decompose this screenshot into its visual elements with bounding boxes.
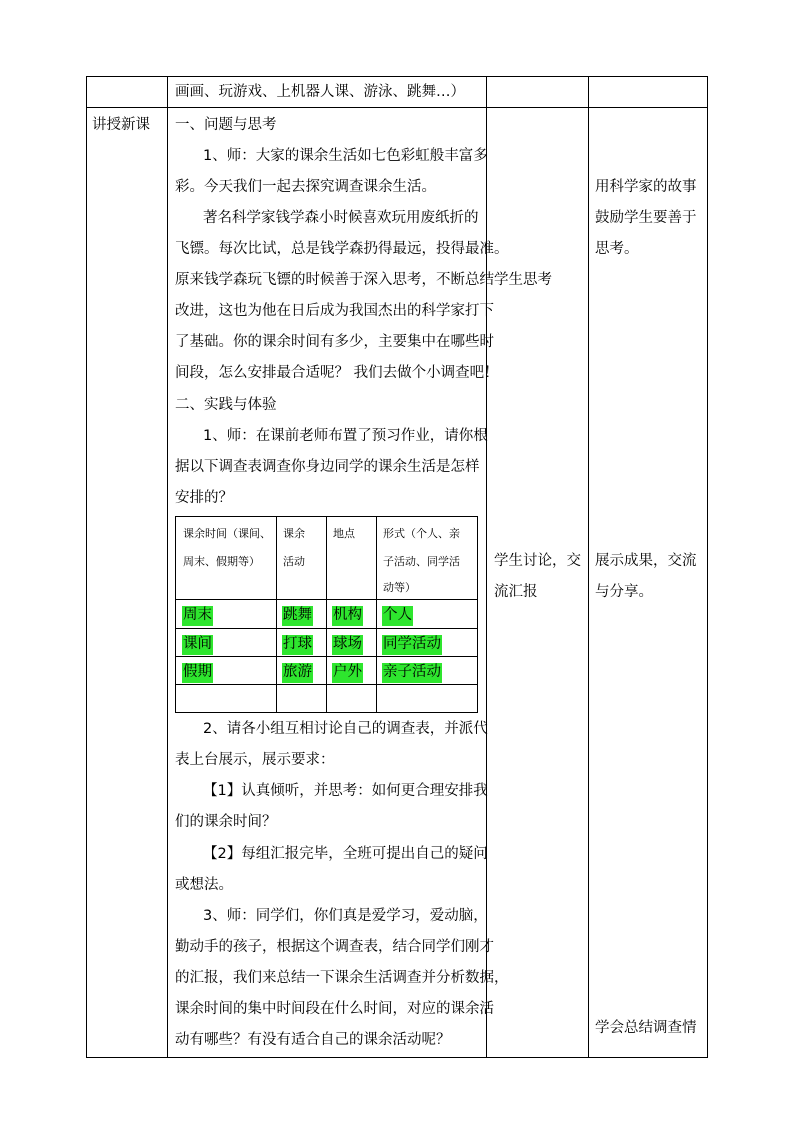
paragraph-line: 改进，这也为他在日后成为我国杰出的科学家打下 [175,303,494,319]
survey-header-time: 课余时间（课间、 [183,527,271,540]
survey-header-activity: 活动 [283,555,305,568]
paragraph-line: 原来钱学森玩飞镖的时候善于深入思考，不断总结 [175,272,494,288]
paragraph-line: 2、请各小组互相讨论自己的调查表，并派代 [203,721,488,737]
survey-cell-place: 球场 [333,636,362,652]
paragraph-line: 们的课余时间？ [175,814,277,830]
survey-col-divider [326,516,327,713]
survey-cell-activity: 跳舞 [283,607,312,623]
survey-header-form: 形式（个人、亲 [383,527,460,540]
paragraph-line: 【2】每组汇报完毕，全班可提出自己的疑问 [203,846,488,862]
survey-cell-activity: 旅游 [283,664,312,680]
paragraph-line: 飞镖。每次比试，总是钱学森扔得最远，投得最准。 [175,241,509,257]
paragraph-line: 了基础。你的课余时间有多少，主要集中在哪些时 [175,334,494,350]
survey-header-form: 子活动、同学活 [383,555,460,568]
survey-cell-activity: 打球 [283,636,312,652]
table-col-divider-1 [167,76,168,1058]
table-border-right [707,76,708,1058]
survey-border-left [175,516,176,713]
design-intent-share: 与分享。 [595,584,653,600]
paragraph-line: 课余时间的集中时间段在什么时间，对应的课余活 [175,1001,494,1017]
paragraph-line: 间段，怎么安排最合适呢？ 我们去做个小调查吧！ [175,365,499,381]
survey-cell-time: 假期 [183,664,212,680]
survey-border-right [477,516,478,713]
survey-cell-time: 课间 [183,636,212,652]
paragraph-line: 勤动手的孩子，根据这个调查表，结合同学们刚才 [175,939,494,955]
section-label: 讲授新课 [92,117,150,133]
table-col-divider-3 [588,76,589,1058]
table-border-left [86,76,87,1058]
paragraph-line: 彩。今天我们一起去探究调查课余生活。 [175,179,436,195]
survey-cell-form: 同学活动 [383,636,441,652]
survey-cell-form: 亲子活动 [383,664,441,680]
design-intent-story: 用科学家的故事 [595,179,697,195]
heading-problem-thinking: 一、问题与思考 [175,117,277,133]
heading-practice: 二、实践与体验 [175,397,277,413]
survey-header-place: 地点 [333,527,355,540]
survey-header-time: 周末、假期等） [183,555,260,568]
survey-col-divider [376,516,377,713]
design-intent-share: 展示成果，交流 [595,553,697,569]
paragraph-line: 1、师：大家的课余生活如七色彩虹般丰富多 [203,148,488,164]
design-intent-story: 鼓励学生要善于 [595,210,697,226]
paragraph-line: 安排的？ [175,490,233,506]
paragraph-line: 著名科学家钱学森小时候喜欢玩用废纸折的 [203,210,479,226]
table-border-bottom [86,1057,708,1058]
paragraph-line: 据以下调查表调查你身边同学的课余生活是怎样 [175,459,480,475]
paragraph-line: 表上台展示，展示要求： [175,752,335,768]
survey-header-form: 动等） [383,581,416,594]
survey-cell-place: 户外 [333,664,362,680]
paragraph-line: 动有哪些？有没有适合自己的课余活动呢？ [175,1032,451,1048]
survey-cell-place: 机构 [333,607,362,623]
design-intent-story: 思考。 [595,241,639,257]
paragraph-line: 的汇报，我们来总结一下课余生活调查并分析数据， [175,970,509,986]
student-activity-discuss: 学生讨论，交 [494,553,581,569]
paragraph-line: 或想法。 [175,877,233,893]
paragraph-line: 1、师：在课前老师布置了预习作业，请你根 [203,428,488,444]
student-activity-think: 学生思考 [494,272,552,288]
student-activity-discuss: 流汇报 [494,584,538,600]
paragraph-line: 【1】认真倾听，并思考：如何更合理安排我 [203,783,488,799]
survey-cell-time: 周末 [183,607,212,623]
survey-header-activity: 课余 [283,527,305,540]
survey-cell-form: 个人 [383,607,412,623]
top-row-content: 画画、玩游戏、上机器人课、游泳、跳舞…） [175,84,465,100]
paragraph-line: 3、师：同学们，你们真是爱学习，爱动脑， [203,908,488,924]
survey-col-divider [276,516,277,713]
design-intent-summary: 学会总结调查情 [595,1020,697,1036]
